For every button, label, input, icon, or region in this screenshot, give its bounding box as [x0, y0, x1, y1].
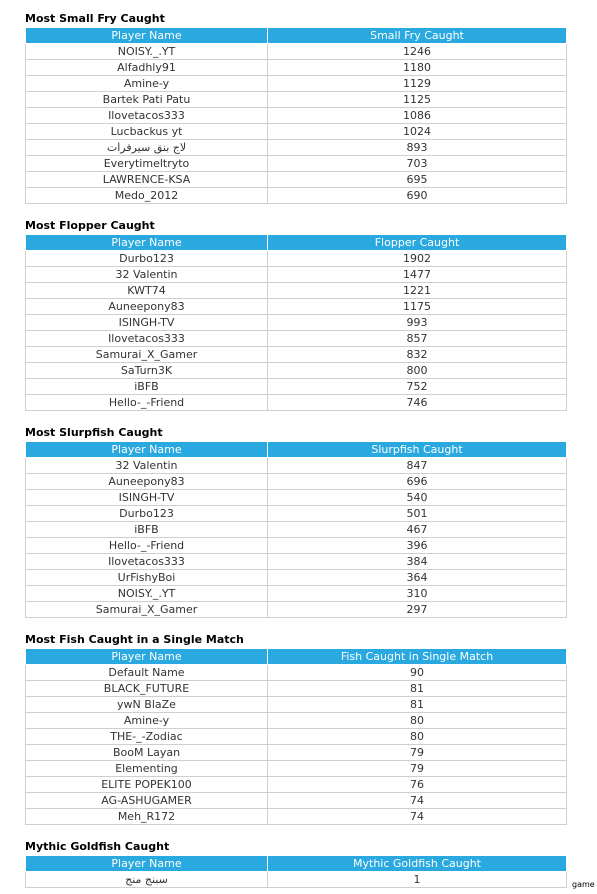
- stat-value-cell: 746: [268, 395, 567, 411]
- stat-value-cell: 467: [268, 522, 567, 538]
- stat-value-cell: 690: [268, 188, 567, 204]
- player-name-cell: Durbo123: [26, 251, 268, 267]
- table-row: [26, 347, 567, 363]
- column-header-stat: Mythic Goldfish Caught: [268, 856, 567, 872]
- table-row: [26, 872, 567, 888]
- table-row: [26, 522, 567, 538]
- stat-value-cell: 80: [268, 729, 567, 745]
- player-name-cell: Amine-y: [26, 713, 268, 729]
- player-name-cell: Durbo123: [26, 506, 268, 522]
- table-row: [26, 283, 567, 299]
- table-row: [26, 554, 567, 570]
- player-name-cell: BooM Layan: [26, 745, 268, 761]
- table-row: [26, 124, 567, 140]
- stat-value-cell: 1125: [268, 92, 567, 108]
- stat-value-cell: 81: [268, 681, 567, 697]
- column-header-stat: Slurpfish Caught: [268, 442, 567, 458]
- player-name-cell: سبنج منج: [26, 872, 268, 888]
- column-header-player: Player Name: [26, 235, 268, 251]
- table-row: [26, 76, 567, 92]
- player-name-cell: THE-_-Zodiac: [26, 729, 268, 745]
- stat-value-cell: 993: [268, 315, 567, 331]
- table-row: [26, 395, 567, 411]
- column-header-player: Player Name: [26, 442, 268, 458]
- section-title: Mythic Goldfish Caught: [25, 840, 170, 853]
- section-title: Most Fish Caught in a Single Match: [25, 633, 244, 646]
- stat-value-cell: 90: [268, 665, 567, 681]
- table-row: [26, 506, 567, 522]
- stat-value-cell: 501: [268, 506, 567, 522]
- player-name-cell: Alfadhly91: [26, 60, 268, 76]
- player-name-cell: 32 Valentin: [26, 267, 268, 283]
- table-row: [26, 172, 567, 188]
- player-name-cell: Default Name: [26, 665, 268, 681]
- player-name-cell: Elementing: [26, 761, 268, 777]
- section-title: Most Slurpfish Caught: [25, 426, 163, 439]
- player-name-cell: Medo_2012: [26, 188, 268, 204]
- column-header-player: Player Name: [26, 28, 268, 44]
- stat-value-cell: 893: [268, 140, 567, 156]
- stat-value-cell: 695: [268, 172, 567, 188]
- table-row: [26, 331, 567, 347]
- stat-value-cell: 1902: [268, 251, 567, 267]
- table-row: [26, 713, 567, 729]
- table-row: [26, 809, 567, 825]
- table-row: [26, 458, 567, 474]
- stat-value-cell: 1129: [268, 76, 567, 92]
- leaderboard-table: [25, 441, 567, 618]
- player-name-cell: Ilovetacos333: [26, 108, 268, 124]
- player-name-cell: iBFB: [26, 522, 268, 538]
- leaderboard-table: [25, 648, 567, 825]
- section-title: Most Flopper Caught: [25, 219, 155, 232]
- player-name-cell: Auneepony83: [26, 299, 268, 315]
- column-header-stat: Small Fry Caught: [268, 28, 567, 44]
- table-row: [26, 729, 567, 745]
- player-name-cell: Bartek Pati Patu: [26, 92, 268, 108]
- table-row: [26, 44, 567, 60]
- player-name-cell: Meh_R172: [26, 809, 268, 825]
- header-row: [26, 856, 567, 872]
- table-row: [26, 188, 567, 204]
- stat-value-cell: 540: [268, 490, 567, 506]
- header-row: [26, 442, 567, 458]
- player-name-cell: LAWRENCE-KSA: [26, 172, 268, 188]
- table-row: [26, 251, 567, 267]
- table-row: [26, 315, 567, 331]
- section-small-fry: [25, 11, 566, 204]
- player-name-cell: Ilovetacos333: [26, 331, 268, 347]
- header-row: [26, 649, 567, 665]
- player-name-cell: ywN BlaZe: [26, 697, 268, 713]
- table-row: [26, 793, 567, 809]
- header-row: [26, 28, 567, 44]
- player-name-cell: AG-ASHUGAMER: [26, 793, 268, 809]
- section-mythic-goldfish: [25, 839, 566, 888]
- stat-value-cell: 364: [268, 570, 567, 586]
- stat-value-cell: 857: [268, 331, 567, 347]
- stat-value-cell: 1180: [268, 60, 567, 76]
- table-row: [26, 299, 567, 315]
- stat-value-cell: 79: [268, 761, 567, 777]
- player-name-cell: Hello-_-Friend: [26, 395, 268, 411]
- table-row: [26, 681, 567, 697]
- stat-value-cell: 297: [268, 602, 567, 618]
- player-name-cell: iBFB: [26, 379, 268, 395]
- player-name-cell: KWT74: [26, 283, 268, 299]
- table-row: [26, 665, 567, 681]
- player-name-cell: ELITE POPEK100: [26, 777, 268, 793]
- table-row: [26, 267, 567, 283]
- stat-value-cell: 384: [268, 554, 567, 570]
- player-name-cell: ISINGH-TV: [26, 490, 268, 506]
- stat-value-cell: 1175: [268, 299, 567, 315]
- stat-value-cell: 1024: [268, 124, 567, 140]
- table-row: [26, 586, 567, 602]
- stat-value-cell: 79: [268, 745, 567, 761]
- stat-value-cell: 1: [268, 872, 567, 888]
- stat-value-cell: 703: [268, 156, 567, 172]
- table-row: [26, 108, 567, 124]
- stat-value-cell: 1086: [268, 108, 567, 124]
- stat-value-cell: 310: [268, 586, 567, 602]
- table-row: [26, 602, 567, 618]
- player-name-cell: Everytimeltryto: [26, 156, 268, 172]
- stat-value-cell: 800: [268, 363, 567, 379]
- table-row: [26, 490, 567, 506]
- stat-value-cell: 1246: [268, 44, 567, 60]
- stat-value-cell: 76: [268, 777, 567, 793]
- column-header-stat: Fish Caught in Single Match: [268, 649, 567, 665]
- table-row: [26, 60, 567, 76]
- table-row: [26, 761, 567, 777]
- player-name-cell: Auneepony83: [26, 474, 268, 490]
- column-header-player: Player Name: [26, 856, 268, 872]
- player-name-cell: Hello-_-Friend: [26, 538, 268, 554]
- stat-value-cell: 832: [268, 347, 567, 363]
- player-name-cell: NOISY._.YT: [26, 44, 268, 60]
- player-name-cell: Lucbackus yt: [26, 124, 268, 140]
- stat-value-cell: 74: [268, 809, 567, 825]
- table-row: [26, 777, 567, 793]
- stat-value-cell: 696: [268, 474, 567, 490]
- table-row: [26, 92, 567, 108]
- player-name-cell: BLACK_FUTURE: [26, 681, 268, 697]
- table-row: [26, 474, 567, 490]
- section-title: Most Small Fry Caught: [25, 12, 165, 25]
- stat-value-cell: 752: [268, 379, 567, 395]
- stat-value-cell: 81: [268, 697, 567, 713]
- table-row: [26, 538, 567, 554]
- player-name-cell: لاج بنق سيرفرات: [26, 140, 268, 156]
- player-name-cell: UrFishyBoi: [26, 570, 268, 586]
- player-name-cell: ISINGH-TV: [26, 315, 268, 331]
- stat-value-cell: 396: [268, 538, 567, 554]
- leaderboard-table: [25, 27, 567, 204]
- player-name-cell: SaTurn3K: [26, 363, 268, 379]
- stat-value-cell: 1477: [268, 267, 567, 283]
- player-name-cell: Samurai_X_Gamer: [26, 347, 268, 363]
- player-name-cell: Samurai_X_Gamer: [26, 602, 268, 618]
- table-row: [26, 697, 567, 713]
- stat-value-cell: 80: [268, 713, 567, 729]
- section-flopper: [25, 218, 566, 411]
- player-name-cell: Amine-y: [26, 76, 268, 92]
- column-header-stat: Flopper Caught: [268, 235, 567, 251]
- column-header-player: Player Name: [26, 649, 268, 665]
- player-name-cell: 32 Valentin: [26, 458, 268, 474]
- section-single-match: [25, 632, 566, 825]
- stat-value-cell: 74: [268, 793, 567, 809]
- table-row: [26, 745, 567, 761]
- player-name-cell: NOISY._.YT: [26, 586, 268, 602]
- section-slurpfish: [25, 425, 566, 618]
- stat-value-cell: 847: [268, 458, 567, 474]
- leaderboard-table: [25, 234, 567, 411]
- table-row: [26, 379, 567, 395]
- player-name-cell: Ilovetacos333: [26, 554, 268, 570]
- header-row: [26, 235, 567, 251]
- stat-value-cell: 1221: [268, 283, 567, 299]
- table-row: [26, 570, 567, 586]
- table-row: [26, 363, 567, 379]
- leaderboard-table: [25, 855, 567, 888]
- watermark-text: game: [572, 880, 595, 889]
- table-row: [26, 156, 567, 172]
- table-row: [26, 140, 567, 156]
